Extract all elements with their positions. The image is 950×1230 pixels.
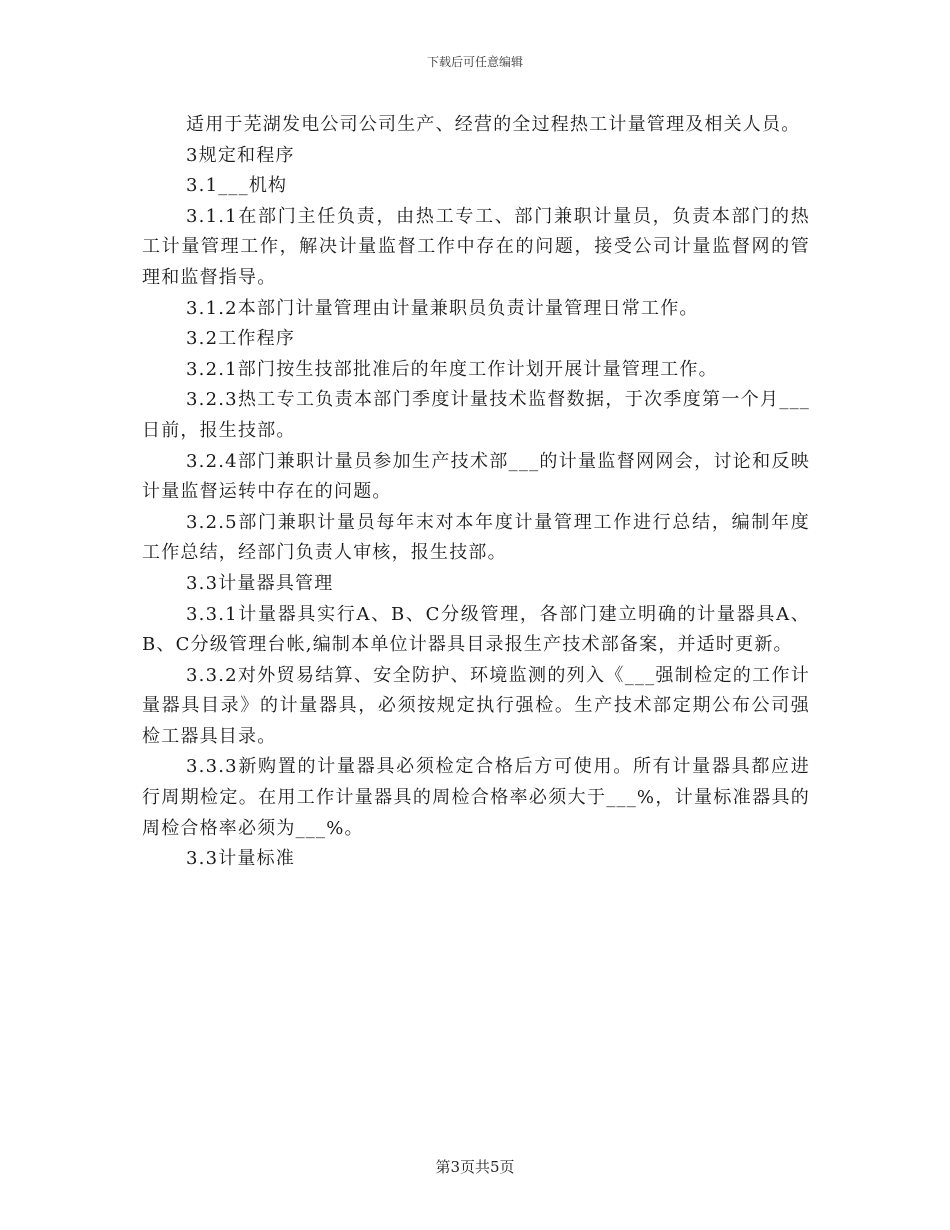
page-number: 第3页共5页	[435, 1158, 515, 1176]
page-header-note: 下载后可任意编辑	[426, 55, 523, 69]
paragraph-3-3-2: 3.3.2对外贸易结算、安全防护、环境监测的列入《___强制检定的工作计量器具目录》的计量器具，必须按规定执行强检。生产技术部定期公布公司强检工器具目录。	[142, 664, 810, 747]
heading-instrument-management: 3.3计量器具管理	[186, 572, 334, 594]
heading-work-procedure: 3.2工作程序	[186, 328, 296, 350]
paragraph-3-2-1: 3.2.1部门按生技部批准后的年度工作计划开展计量管理工作。	[186, 358, 718, 380]
paragraph-3-2-3: 3.2.3热工专工负责本部门季度计量技术监督数据，于次季度第一个月___日前，报生技部。	[142, 389, 810, 441]
heading-rules-and-procedures: 3规定和程序	[186, 144, 295, 166]
paragraph-3-3-1: 3.3.1计量器具实行A、B、C分级管理，各部门建立明确的计量器具A、B、C分级管理台帐,编制本单位计器具目录报生产技术部备案，并适时更新。	[142, 603, 810, 656]
paragraph-3-2-5: 3.2.5部门兼职计量员每年末对本年度计量管理工作进行总结，编制年度工作总结，经部门负责人审核，报生技部。	[142, 511, 810, 564]
heading-measurement-standards: 3.3计量标准	[186, 848, 296, 870]
heading-organization: 3.1___机构	[186, 175, 288, 197]
paragraph-scope: 适用于芜湖发电公司公司生产、经营的全过程热工计量管理及相关人员。	[186, 114, 801, 135]
paragraph-3-1-2: 3.1.2本部门计量管理由计量兼职员负责计量管理日常工作。	[186, 297, 699, 319]
paragraph-3-1-1: 3.1.1在部门主任负责，由热工专工、部门兼职计量员，负责本部门的热工计量管理工作，解决计量监督工作中存在的问题，接受公司计量监督网的管理和监督指导。	[142, 205, 810, 288]
document-body	[142, 110, 810, 875]
paragraph-3-3-3: 3.3.3新购置的计量器具必须检定合格后方可使用。所有计量器具都应进行周期检定。在用工作计量器具的周检合格率必须大于___%，计量标准器具的周检合格率必须为___%。	[142, 756, 810, 839]
paragraph-3-2-4: 3.2.4部门兼职计量员参加生产技术部___的计量监督网网会，讨论和反映计量监督运转中存在的问题。	[142, 450, 810, 503]
